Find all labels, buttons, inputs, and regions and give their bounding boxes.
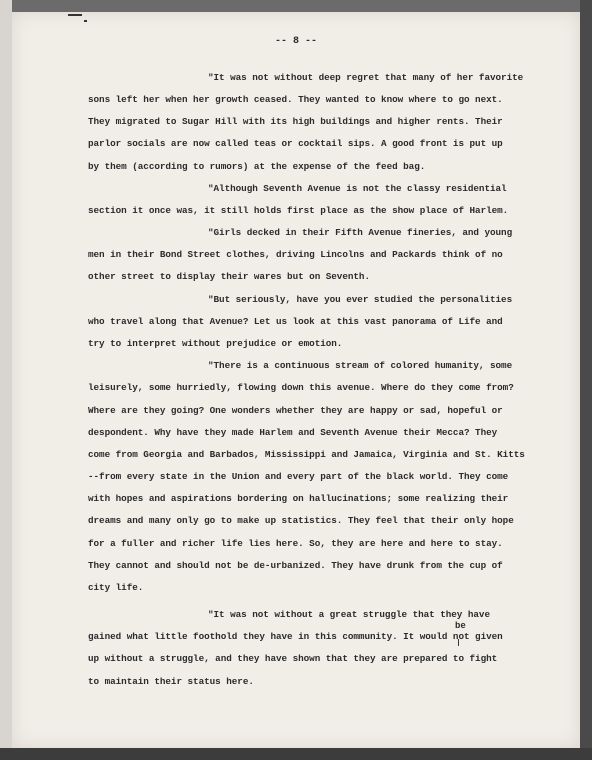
text-line: Where are they going? One wonders whether they are happy or sad, hopeful or xyxy=(88,405,503,416)
text-line: other street to display their wares but on Seventh. xyxy=(88,271,370,282)
typewritten-page xyxy=(12,12,580,748)
text-line: city life. xyxy=(88,582,144,593)
text-line: --from every state in the Union and every part of the black world. They come xyxy=(88,471,509,482)
text-line: section it once was, it still holds first place as the show place of Harlem. xyxy=(88,205,509,216)
text-line: parlor socials are now called teas or cocktail sips. A good front is put up xyxy=(88,138,503,149)
stray-mark xyxy=(68,14,82,16)
text-line: up without a struggle, and they have shown that they are prepared to fight xyxy=(88,653,498,664)
text-line: leisurely, some hurriedly, flowing down this avenue. Where do they come from? xyxy=(88,382,514,393)
text-line: "Although Seventh Avenue is not the classy residential xyxy=(208,183,507,194)
text-line: "It was not without a great struggle that they have xyxy=(208,609,490,620)
text-line: They cannot and should not be de-urbanized. They have drunk from the cup of xyxy=(88,560,503,571)
handwritten-insertion: be xyxy=(455,621,466,631)
text-line: with hopes and aspirations bordering on hallucinations; some realizing their xyxy=(88,493,509,504)
text-line: men in their Bond Street clothes, driving Lincolns and Packards think of no xyxy=(88,249,503,260)
page-number: -- 8 -- xyxy=(274,36,317,47)
text-line: "There is a continuous stream of colored humanity, some xyxy=(208,360,513,371)
scan-bottom-edge xyxy=(0,748,592,760)
text-line: "It was not without deep regret that many of her favorite xyxy=(208,72,524,83)
text-line: They migrated to Sugar Hill with its high buildings and higher rents. Their xyxy=(88,116,503,127)
stray-mark xyxy=(84,20,87,22)
text-line: who travel along that Avenue? Let us look at this vast panorama of Life and xyxy=(88,316,503,327)
text-line: gained what little foothold they have in this community. It would not given xyxy=(88,631,503,642)
text-line: despondent. Why have they made Harlem and Seventh Avenue their Mecca? They xyxy=(88,427,498,438)
text-line: for a fuller and richer life lies here. So, they are here and here to stay. xyxy=(88,538,503,549)
text-line: sons left her when her growth ceased. They wanted to know where to go next. xyxy=(88,94,503,105)
text-line: try to interpret without prejudice or emotion. xyxy=(88,338,343,349)
text-line: dreams and many only go to make up statistics. They feel that their only hope xyxy=(88,515,514,526)
scan-left-edge xyxy=(0,0,12,760)
text-line: to maintain their status here. xyxy=(88,676,254,687)
scan-right-edge xyxy=(580,0,592,760)
text-line: "Girls decked in their Fifth Avenue fineries, and young xyxy=(208,227,513,238)
text-line: by them (according to rumors) at the expense of the feed bag. xyxy=(88,161,426,172)
text-line: come from Georgia and Barbados, Mississippi and Jamaica, Virginia and St. Kitts xyxy=(88,449,525,460)
text-line: "But seriously, have you ever studied the personalities xyxy=(208,294,513,305)
